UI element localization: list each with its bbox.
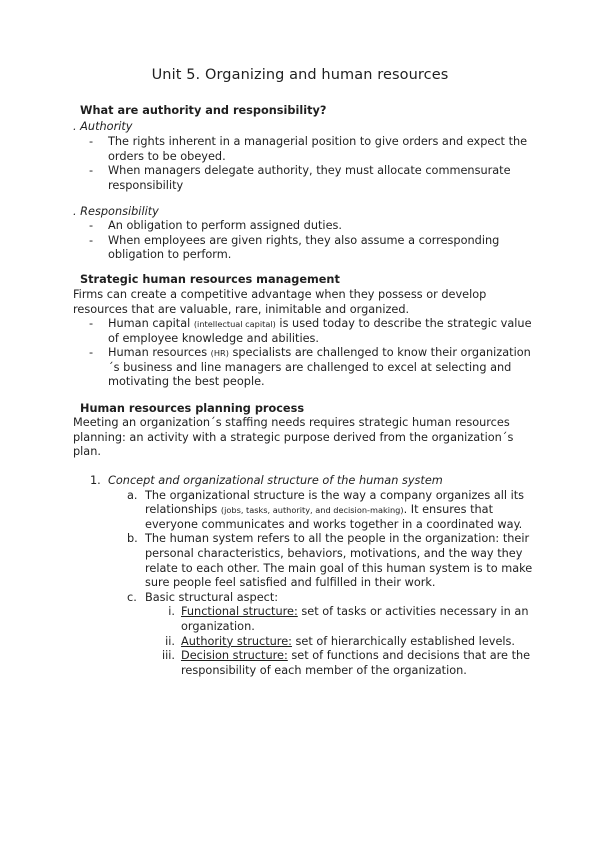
- alpha-item-b: [127, 532, 533, 590]
- alpha-marker: a.: [127, 488, 138, 502]
- alpha-item-text-2: . It ensures that everyone communicates and works together in a coordinated way.: [145, 503, 523, 531]
- alpha-marker: b.: [127, 532, 138, 546]
- numbered-list: [73, 474, 533, 678]
- roman-item: [161, 649, 533, 678]
- alpha-item-c: [127, 590, 533, 679]
- alpha-marker: c.: [127, 590, 137, 604]
- roman-list: [145, 605, 533, 678]
- list-item: [73, 346, 533, 390]
- alpha-list: [73, 489, 533, 679]
- numbered-item-title: Concept and organizational structure of the human system: [108, 474, 443, 487]
- dash-bullet: -: [89, 135, 94, 148]
- label-responsibility: . Responsibility: [73, 205, 159, 218]
- list-item-text: The rights inherent in a managerial position to give orders and expect the orders to be obeyed.: [108, 135, 528, 163]
- roman-term: Decision structure:: [181, 649, 288, 663]
- list-item-text-b: specialists are challenged to know their organization´s business and line managers are challenged to excel at selecting and motivating the best people.: [108, 346, 531, 389]
- list-item: [73, 317, 533, 346]
- roman-marker: iii.: [161, 649, 175, 663]
- alpha-item-text: Basic structural aspect:: [145, 590, 279, 604]
- list-item-text-a: Human resources: [108, 346, 211, 360]
- dash-bullet: -: [89, 219, 94, 232]
- numbered-item-heading: [73, 474, 533, 489]
- heading-authority-responsibility: What are authority and responsibility?: [80, 104, 327, 117]
- alpha-item-small: (jobs, tasks, authority, and decision-making): [220, 505, 404, 516]
- list-item: [73, 219, 533, 234]
- roman-item: [168, 605, 533, 634]
- roman-desc: set of tasks or activities necessary in an organization.: [181, 605, 529, 633]
- responsibility-list: [73, 219, 533, 263]
- list-item-text-a: Human capital: [108, 317, 194, 330]
- roman-desc: set of hierarchically established levels.: [291, 634, 516, 648]
- roman-marker: ii.: [165, 634, 175, 648]
- list-item-small: (intellectual capital): [193, 319, 276, 329]
- list-item: [73, 164, 533, 193]
- heading-strategic-hrm: Strategic human resources management: [80, 273, 340, 286]
- roman-term: Authority structure:: [181, 634, 292, 648]
- roman-desc: set of functions and decisions that are the responsibility of each member of the organization.: [181, 649, 531, 677]
- paragraph-strategic-hrm: Firms can create a competitive advantage when they possess or develop resources that are valuable, rare, inimitable and organized.: [73, 288, 487, 316]
- roman-term: Functional structure:: [181, 605, 298, 619]
- alpha-item-text: The organizational structure is the way a company organizes all its relationships: [145, 488, 525, 517]
- paragraph-hr-planning: Meeting an organization´s staffing needs requires strategic human resources planning: an activity with a strategic purpose derived from the organization´s plan.: [73, 416, 514, 459]
- list-item-small: (HR): [210, 348, 229, 359]
- alpha-item-text: The human system refers to all the people in the organization: their personal characteristics, behaviors, motivations, and the way they relate to each other. The main goal of this human system is to make sure people feel satisfied and fulfilled in their work.: [145, 532, 533, 590]
- list-item-text: An obligation to perform assigned duties.: [108, 219, 342, 232]
- dash-bullet: -: [89, 346, 94, 360]
- label-authority: . Authority: [73, 120, 133, 133]
- alpha-item-a: [127, 488, 533, 533]
- dash-bullet: -: [89, 317, 94, 330]
- page-title: Unit 5. Organizing and human resources: [151, 67, 449, 83]
- list-item-text-b: is used today to describe the strategic value of employee knowledge and abilities.: [108, 317, 532, 345]
- list-item-text: When employees are given rights, they also assume a corresponding obligation to perform.: [108, 233, 500, 262]
- list-number: 1.: [90, 474, 101, 487]
- heading-hr-planning: Human resources planning process: [80, 402, 305, 415]
- list-item-text: When managers delegate authority, they must allocate commensurate responsibility: [108, 164, 511, 192]
- dash-bullet: -: [89, 164, 94, 178]
- dash-bullet: -: [89, 233, 94, 247]
- list-item: [73, 135, 533, 164]
- strategic-hrm-list: [73, 317, 533, 390]
- list-item: [73, 234, 533, 263]
- roman-item: [165, 634, 533, 650]
- roman-marker: i.: [168, 605, 175, 619]
- authority-list: [73, 135, 533, 193]
